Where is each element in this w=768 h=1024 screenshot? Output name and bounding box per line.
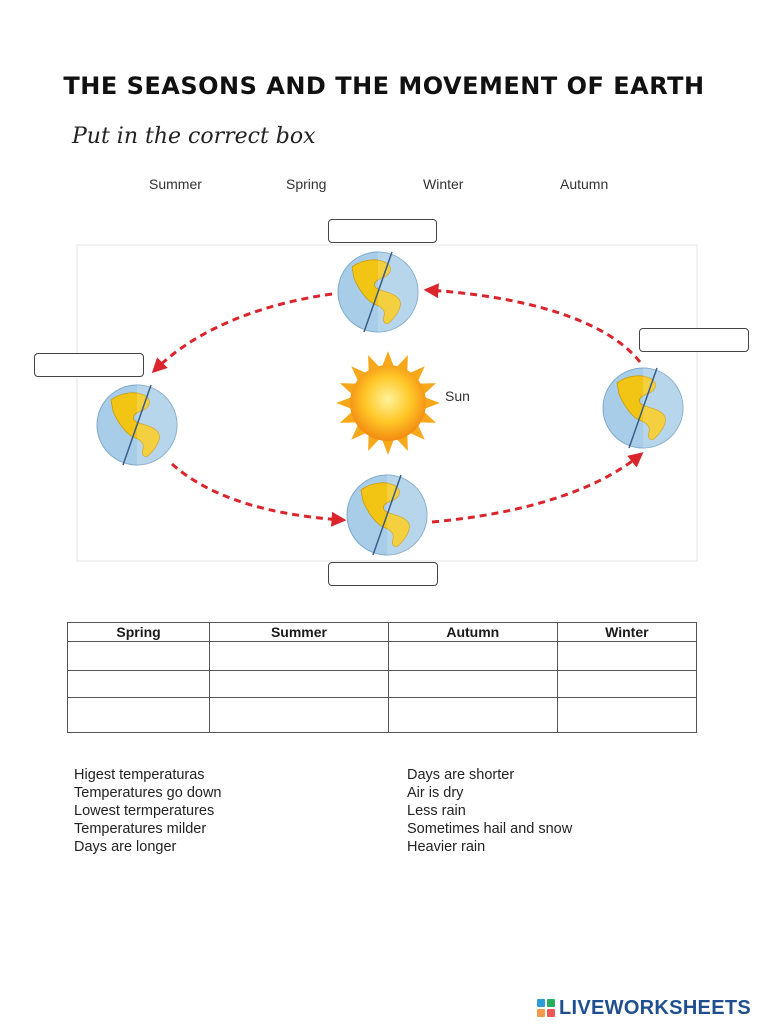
table-cell[interactable] [68,642,210,671]
brand-name: LIVEWORKSHEETS [559,996,751,1019]
instruction-text: Put in the correct box [72,124,316,149]
phrase-item[interactable]: Air is dry [407,785,464,801]
sun-label: Sun [445,388,470,404]
answer-box-left[interactable] [34,353,144,377]
word-bank-item: Summer [149,176,202,192]
phrase-item[interactable]: Temperatures milder [74,821,207,837]
phrase-item[interactable]: Heavier rain [407,839,486,855]
worksheet-title: THE SEASONS AND THE MOVEMENT OF EARTH [63,72,705,100]
table-header-row [68,623,697,642]
table-row [68,698,697,733]
table-header-spring: Spring [68,623,210,642]
table-header-winter: Winter [557,623,696,642]
table-cell[interactable] [388,671,557,698]
phrase-item[interactable]: Days are shorter [407,767,515,783]
table-row [68,642,697,671]
phrase-item[interactable]: Less rain [407,803,466,819]
liveworksheets-logo [537,995,751,1021]
table-row [68,671,697,698]
table-cell[interactable] [388,698,557,733]
earth-top-icon [338,252,418,332]
phrase-item[interactable]: Temperatures go down [74,785,222,801]
answer-box-right[interactable] [639,328,749,352]
phrase-item[interactable]: Days are longer [74,839,177,855]
table-header-autumn: Autumn [388,623,557,642]
earth-left-icon [97,385,177,465]
sun-icon [336,351,440,455]
word-bank-item: Autumn [560,176,609,192]
table-header-summer: Summer [210,623,389,642]
phrase-item[interactable]: Higest temperaturas [74,767,205,783]
orbit-arrow [155,294,332,370]
orbit-arrow [432,455,640,522]
liveworksheets-icon [537,999,555,1017]
answer-box-bottom[interactable] [328,562,438,586]
phrases-right-list [407,766,572,856]
orbit-arrow [172,464,342,520]
table-cell[interactable] [557,671,696,698]
table-cell[interactable] [210,642,389,671]
word-bank-item: Winter [423,176,464,192]
seasons-table [67,622,697,733]
table-cell[interactable] [557,698,696,733]
table-cell[interactable] [68,698,210,733]
answer-box-top[interactable] [328,219,437,243]
phrase-item[interactable]: Lowest termperatures [74,803,215,819]
orbit-arrow [428,290,640,362]
table-cell[interactable] [557,642,696,671]
phrase-item[interactable]: Sometimes hail and snow [407,821,573,837]
table-cell[interactable] [388,642,557,671]
phrases-left-list [74,766,222,856]
table-cell[interactable] [210,698,389,733]
table-cell[interactable] [210,671,389,698]
earth-bottom-icon [347,475,427,555]
earth-right-icon [603,368,683,448]
word-bank-item: Spring [286,176,327,192]
table-cell[interactable] [68,671,210,698]
